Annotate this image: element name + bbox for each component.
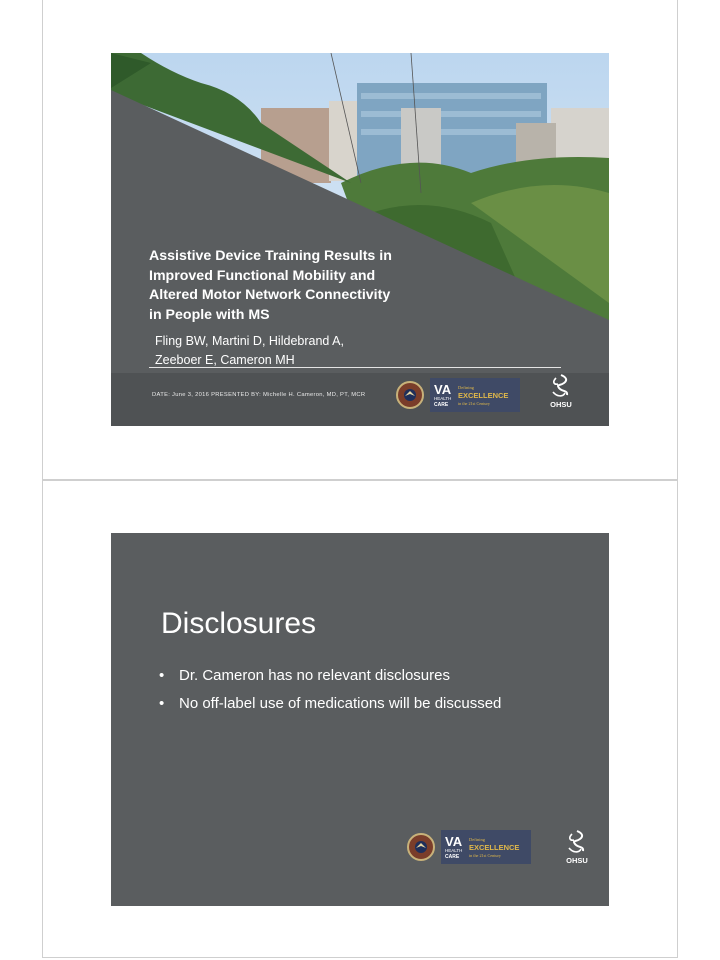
slide1-footer-band <box>111 373 609 426</box>
bullet-text: Dr. Cameron has no relevant disclosures <box>179 667 450 684</box>
svg-text:VA: VA <box>445 834 463 849</box>
ohsu-emblem-icon <box>564 829 590 855</box>
bullet-icon: • <box>159 695 165 712</box>
svg-text:CARE: CARE <box>434 402 449 408</box>
va-seal-icon <box>396 381 424 409</box>
authors: Fling BW, Martini D, Hildebrand A, Zeeboer E, Cameron MH <box>155 334 344 367</box>
va-logo-block <box>407 830 531 864</box>
bullet-text: No off-label use of medications will be discussed <box>179 695 502 712</box>
svg-text:VA: VA <box>434 382 452 397</box>
list-item <box>159 663 519 688</box>
disclosures-slide <box>111 533 609 906</box>
va-seal-icon <box>407 833 435 861</box>
ohsu-logo <box>564 829 590 865</box>
svg-text:Defining: Defining <box>458 385 474 390</box>
campus-photo <box>111 53 609 373</box>
ohsu-label: OHSU <box>550 400 572 409</box>
svg-text:HEALTH: HEALTH <box>434 396 452 401</box>
page-divider <box>42 479 678 481</box>
svg-text:CARE: CARE <box>445 854 460 860</box>
svg-text:EXCELLENCE: EXCELLENCE <box>469 843 520 852</box>
svg-text:Defining: Defining <box>469 837 485 842</box>
svg-text:in the 21st Century: in the 21st Century <box>458 401 490 406</box>
presentation-title: Assistive Device Training Results in Improved Functional Mobility and Altered Motor Network Connectivity in People with MS <box>149 248 392 323</box>
svg-text:HEALTH: HEALTH <box>445 848 463 853</box>
va-logo-block <box>396 378 520 412</box>
date-presenter: DATE: June 3, 2016 PRESENTED BY: Michelle H. Cameron, MD, PT, MCR <box>152 392 366 398</box>
title-slide <box>111 53 609 426</box>
svg-text:EXCELLENCE: EXCELLENCE <box>458 391 509 400</box>
slide-title: Disclosures <box>161 607 317 640</box>
list-item <box>159 691 519 716</box>
ohsu-label: OHSU <box>566 856 588 865</box>
va-healthcare-logo <box>430 378 520 412</box>
disclosure-list <box>159 663 519 719</box>
bullet-icon: • <box>159 667 165 684</box>
title-rule <box>149 367 561 368</box>
va-healthcare-logo <box>441 830 531 864</box>
svg-text:in the 21st Century: in the 21st Century <box>469 853 501 858</box>
ohsu-logo <box>548 373 574 409</box>
ohsu-emblem-icon <box>548 373 574 399</box>
